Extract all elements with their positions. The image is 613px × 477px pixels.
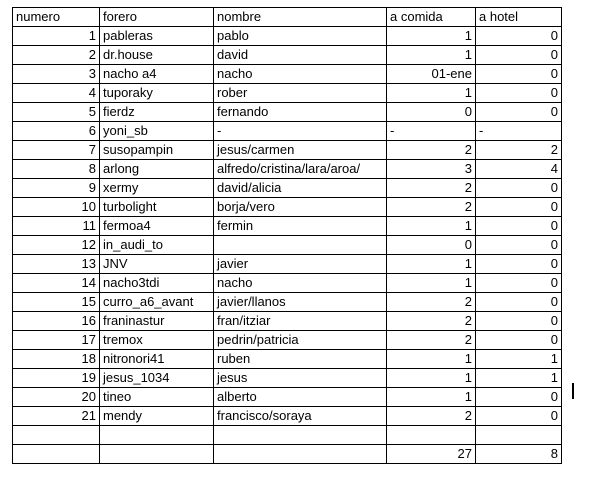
cell-hotel[interactable]: 0 [476, 217, 562, 236]
table-row [13, 293, 562, 312]
cell-hotel[interactable]: 0 [476, 103, 562, 122]
table-row [13, 217, 562, 236]
cell-comida[interactable]: 1 [387, 84, 476, 103]
table-row [13, 141, 562, 160]
cell-nombre[interactable]: alfredo/cristina/lara/aroa/ [214, 160, 387, 179]
cell-forero[interactable]: xermy [100, 179, 214, 198]
cell-numero[interactable]: 1 [13, 27, 100, 46]
table-row [13, 65, 562, 84]
cell-cursor-marker [572, 383, 574, 399]
cell-numero[interactable]: 12 [13, 236, 100, 255]
cell-numero[interactable]: 17 [13, 331, 100, 350]
cell-comida[interactable]: - [387, 122, 476, 141]
table-row [13, 27, 562, 46]
table-row [13, 407, 562, 426]
table-row [13, 274, 562, 293]
cell-comida[interactable]: 2 [387, 407, 476, 426]
cell-numero[interactable]: 20 [13, 388, 100, 407]
cell-nombre[interactable]: javier [214, 255, 387, 274]
cell-comida[interactable]: 0 [387, 103, 476, 122]
cell-nombre[interactable]: nacho [214, 65, 387, 84]
cell-numero[interactable]: 11 [13, 217, 100, 236]
cell-comida[interactable]: 1 [387, 27, 476, 46]
cell-forero[interactable]: tremox [100, 331, 214, 350]
cell-empty[interactable] [13, 426, 100, 445]
cell-numero[interactable]: 2 [13, 46, 100, 65]
cell-hotel[interactable]: 0 [476, 46, 562, 65]
cell-empty[interactable] [214, 444, 387, 463]
cell-nombre[interactable]: francisco/soraya [214, 407, 387, 426]
cell-forero[interactable]: franinastur [100, 312, 214, 331]
cell-forero[interactable]: arlong [100, 160, 214, 179]
cell-numero[interactable]: 5 [13, 103, 100, 122]
cell-hotel[interactable]: 0 [476, 312, 562, 331]
cell-nombre[interactable]: rober [214, 84, 387, 103]
cell-hotel[interactable]: 4 [476, 160, 562, 179]
cell-forero[interactable]: jesus_1034 [100, 369, 214, 388]
cell-hotel[interactable]: 0 [476, 407, 562, 426]
total-comida[interactable]: 27 [387, 444, 476, 463]
cell-nombre[interactable]: borja/vero [214, 198, 387, 217]
cell-numero[interactable]: 19 [13, 369, 100, 388]
cell-hotel[interactable]: 0 [476, 331, 562, 350]
cell-forero[interactable]: nacho a4 [100, 65, 214, 84]
cell-forero[interactable]: dr.house [100, 46, 214, 65]
table-row [13, 84, 562, 103]
cell-nombre[interactable]: - [214, 122, 387, 141]
cell-numero[interactable]: 16 [13, 312, 100, 331]
spreadsheet [12, 7, 562, 464]
cell-forero[interactable]: fermoa4 [100, 217, 214, 236]
cell-nombre[interactable]: nacho [214, 274, 387, 293]
cell-nombre[interactable]: javier/llanos [214, 293, 387, 312]
cell-nombre[interactable]: fernando [214, 103, 387, 122]
cell-hotel[interactable]: 0 [476, 179, 562, 198]
cell-nombre[interactable]: pablo [214, 27, 387, 46]
cell-hotel[interactable]: 0 [476, 27, 562, 46]
total-hotel[interactable]: 8 [476, 444, 562, 463]
cell-comida[interactable]: 1 [387, 217, 476, 236]
cell-forero[interactable]: JNV [100, 255, 214, 274]
cell-nombre[interactable]: david/alicia [214, 179, 387, 198]
table-row [13, 236, 562, 255]
cell-forero[interactable]: yoni_sb [100, 122, 214, 141]
cell-forero[interactable]: tineo [100, 388, 214, 407]
table-row [13, 350, 562, 369]
cell-numero[interactable]: 8 [13, 160, 100, 179]
cell-empty[interactable] [100, 444, 214, 463]
cell-nombre[interactable]: jesus/carmen [214, 141, 387, 160]
header-a-comida[interactable]: a comida [387, 8, 476, 27]
table-row [13, 312, 562, 331]
cell-comida[interactable]: 1 [387, 369, 476, 388]
cell-numero[interactable]: 4 [13, 84, 100, 103]
cell-comida[interactable]: 2 [387, 179, 476, 198]
header-numero[interactable]: numero [13, 8, 100, 27]
cell-forero[interactable]: fierdz [100, 103, 214, 122]
cell-empty[interactable] [476, 426, 562, 445]
cell-numero[interactable]: 14 [13, 274, 100, 293]
cell-forero[interactable]: tuporaky [100, 84, 214, 103]
cell-forero[interactable]: turbolight [100, 198, 214, 217]
cell-forero[interactable]: nitronori41 [100, 350, 214, 369]
cell-numero[interactable]: 7 [13, 141, 100, 160]
cell-comida[interactable]: 3 [387, 160, 476, 179]
cell-comida[interactable]: 2 [387, 331, 476, 350]
cell-nombre[interactable]: david [214, 46, 387, 65]
attendance-table [12, 7, 562, 464]
cell-nombre[interactable]: pedrin/patricia [214, 331, 387, 350]
cell-hotel[interactable]: 0 [476, 84, 562, 103]
table-row [13, 160, 562, 179]
cell-comida[interactable]: 2 [387, 312, 476, 331]
cell-numero[interactable]: 9 [13, 179, 100, 198]
cell-comida[interactable]: 1 [387, 388, 476, 407]
cell-comida[interactable]: 1 [387, 46, 476, 65]
header-row [13, 8, 562, 27]
cell-empty[interactable] [100, 426, 214, 445]
cell-hotel[interactable]: 1 [476, 369, 562, 388]
cell-empty[interactable] [387, 426, 476, 445]
header-nombre[interactable]: nombre [214, 8, 387, 27]
cell-hotel[interactable]: 0 [476, 65, 562, 84]
cell-empty[interactable] [214, 426, 387, 445]
cell-nombre[interactable]: jesus [214, 369, 387, 388]
cell-hotel[interactable]: 2 [476, 141, 562, 160]
totals-row [13, 444, 562, 463]
table-row [13, 255, 562, 274]
cell-numero[interactable]: 6 [13, 122, 100, 141]
cell-comida[interactable]: 2 [387, 141, 476, 160]
cell-nombre[interactable]: alberto [214, 388, 387, 407]
cell-numero[interactable]: 3 [13, 65, 100, 84]
cell-hotel[interactable]: 0 [476, 236, 562, 255]
cell-hotel[interactable]: 0 [476, 198, 562, 217]
cell-forero[interactable]: susopampin [100, 141, 214, 160]
cell-hotel[interactable]: 0 [476, 255, 562, 274]
table-row [13, 103, 562, 122]
cell-numero[interactable]: 21 [13, 407, 100, 426]
table-row [13, 388, 562, 407]
table-row [13, 369, 562, 388]
cell-hotel[interactable]: 0 [476, 274, 562, 293]
cell-comida[interactable]: 1 [387, 255, 476, 274]
header-a-hotel[interactable]: a hotel [476, 8, 562, 27]
cell-nombre[interactable]: ruben [214, 350, 387, 369]
cell-numero[interactable]: 10 [13, 198, 100, 217]
cell-comida[interactable]: 1 [387, 274, 476, 293]
table-row [13, 122, 562, 141]
cell-comida[interactable]: 2 [387, 198, 476, 217]
cell-nombre[interactable]: fermin [214, 217, 387, 236]
table-row [13, 331, 562, 350]
cell-numero[interactable]: 13 [13, 255, 100, 274]
cell-comida[interactable]: 01-ene [387, 65, 476, 84]
cell-forero[interactable]: curro_a6_avant [100, 293, 214, 312]
cell-nombre[interactable] [214, 236, 387, 255]
cell-hotel[interactable]: 1 [476, 350, 562, 369]
cell-forero[interactable]: nacho3tdi [100, 274, 214, 293]
cell-hotel[interactable]: 0 [476, 293, 562, 312]
cell-comida[interactable]: 1 [387, 350, 476, 369]
cell-empty[interactable] [13, 444, 100, 463]
cell-forero[interactable]: pableras [100, 27, 214, 46]
cell-hotel[interactable]: - [476, 122, 562, 141]
table-row [13, 179, 562, 198]
cell-forero[interactable]: in_audi_to [100, 236, 214, 255]
cell-numero[interactable]: 18 [13, 350, 100, 369]
cell-comida[interactable]: 0 [387, 236, 476, 255]
cell-forero[interactable]: mendy [100, 407, 214, 426]
header-forero[interactable]: forero [100, 8, 214, 27]
cell-comida[interactable]: 2 [387, 293, 476, 312]
cell-hotel[interactable]: 0 [476, 388, 562, 407]
cell-nombre[interactable]: fran/itziar [214, 312, 387, 331]
table-row [13, 198, 562, 217]
empty-row [13, 426, 562, 445]
cell-numero[interactable]: 15 [13, 293, 100, 312]
table-row [13, 46, 562, 65]
